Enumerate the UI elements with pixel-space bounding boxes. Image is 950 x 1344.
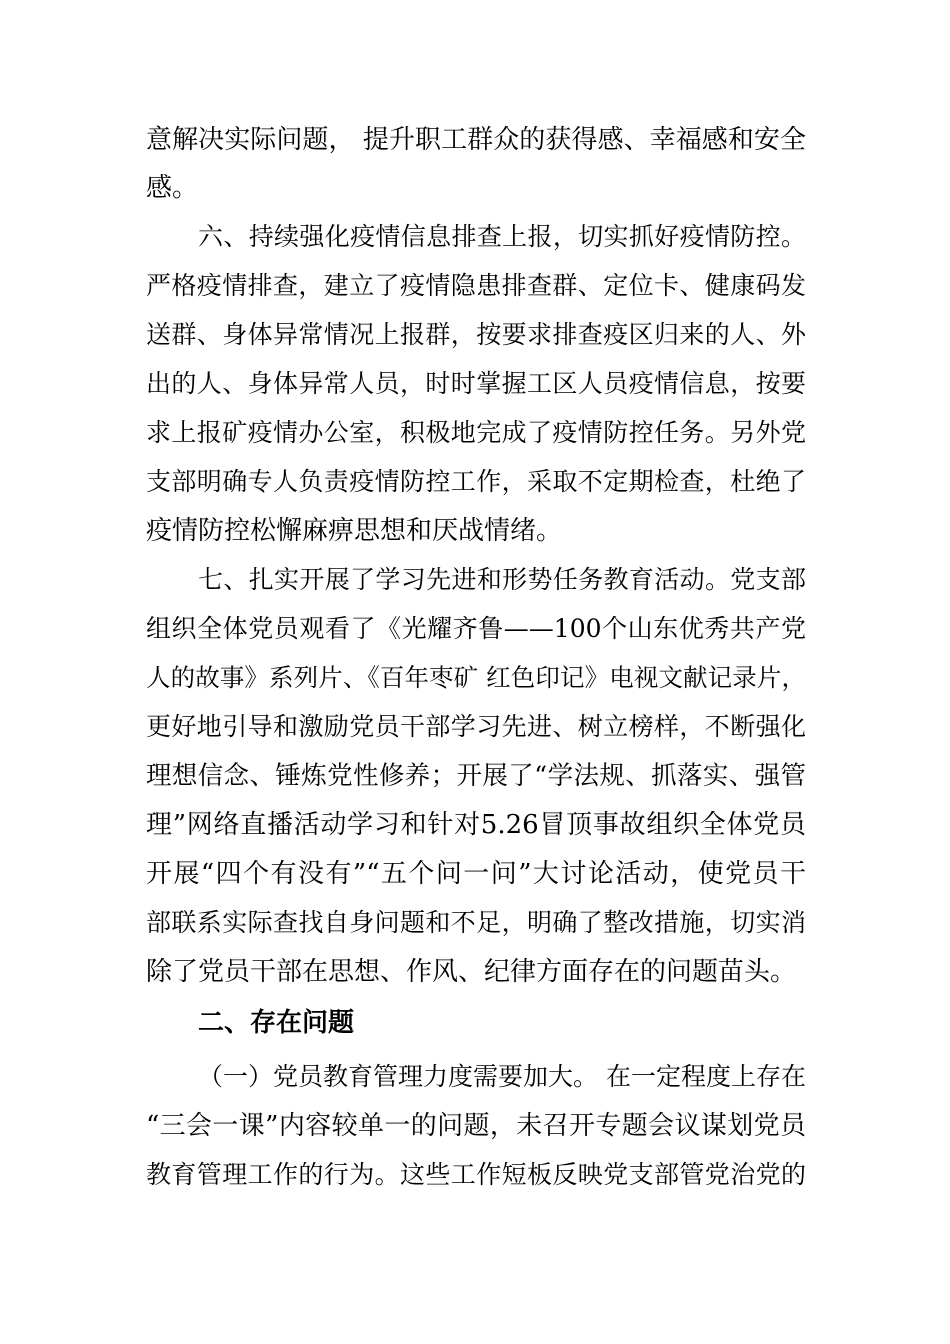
section-heading: 二、存在问题 bbox=[198, 1008, 355, 1038]
text-line: “三会一课”内容较单一的问题，未召开专题会议谋划党员 bbox=[146, 1111, 806, 1141]
text-line: 组织全体党员观看了《光耀齐鲁——100个山东优秀共产党 bbox=[146, 614, 806, 643]
text-line: 教育管理工作的行为。这些工作短板反映党支部管党治党的 bbox=[146, 1160, 806, 1189]
text-line: 支部明确专人负责疫情防控工作，采取不定期检查，杜绝了 bbox=[146, 467, 806, 496]
text-line: 人的故事》系列片、《百年枣矿 红色印记》电视文献记录片， bbox=[146, 663, 806, 692]
paragraph-start-line: 七、扎实开展了学习先进和形势任务教育活动。党支部 bbox=[198, 565, 806, 594]
paragraph-start-line: 六、持续强化疫情信息排查上报，切实抓好疫情防控。 bbox=[198, 222, 806, 251]
text-line: 更好地引导和激励党员干部学习先进、树立榜样，不断强化 bbox=[146, 712, 806, 741]
text-line: 意解决实际问题， 提升职工群众的获得感、幸福感和安全 bbox=[146, 125, 806, 155]
text-line: 感。 bbox=[146, 173, 199, 203]
text-line: 理想信念、锤炼党性修养；开展了“学法规、抓落实、强管 bbox=[146, 761, 806, 791]
text-line: 出的人、身体异常人员，时时掌握工区人员疫情信息，按要 bbox=[146, 369, 806, 398]
text-line: 开展“四个有没有”“五个问一问”大讨论活动，使党员干 bbox=[146, 859, 806, 889]
text-line: 疫情防控松懈麻痹思想和厌战情绪。 bbox=[146, 516, 563, 546]
text-line: 严格疫情排查，建立了疫情隐患排查群、定位卡、健康码发 bbox=[146, 271, 806, 300]
text-line: 求上报矿疫情办公室，积极地完成了疫情防控任务。另外党 bbox=[146, 418, 806, 447]
text-line: 部联系实际查找自身问题和不足，明确了整改措施，切实消 bbox=[146, 908, 806, 937]
text-line: 送群、身体异常情况上报群，按要求排查疫区归来的人、外 bbox=[146, 320, 806, 349]
paragraph-start-line: （一）党员教育管理力度需要加大。 在一定程度上存在 bbox=[198, 1062, 806, 1091]
text-line: 除了党员干部在思想、作风、纪律方面存在的问题苗头。 bbox=[146, 957, 797, 987]
text-line: 理”网络直播活动学习和针对5.26冒顶事故组织全体党员 bbox=[146, 810, 806, 840]
